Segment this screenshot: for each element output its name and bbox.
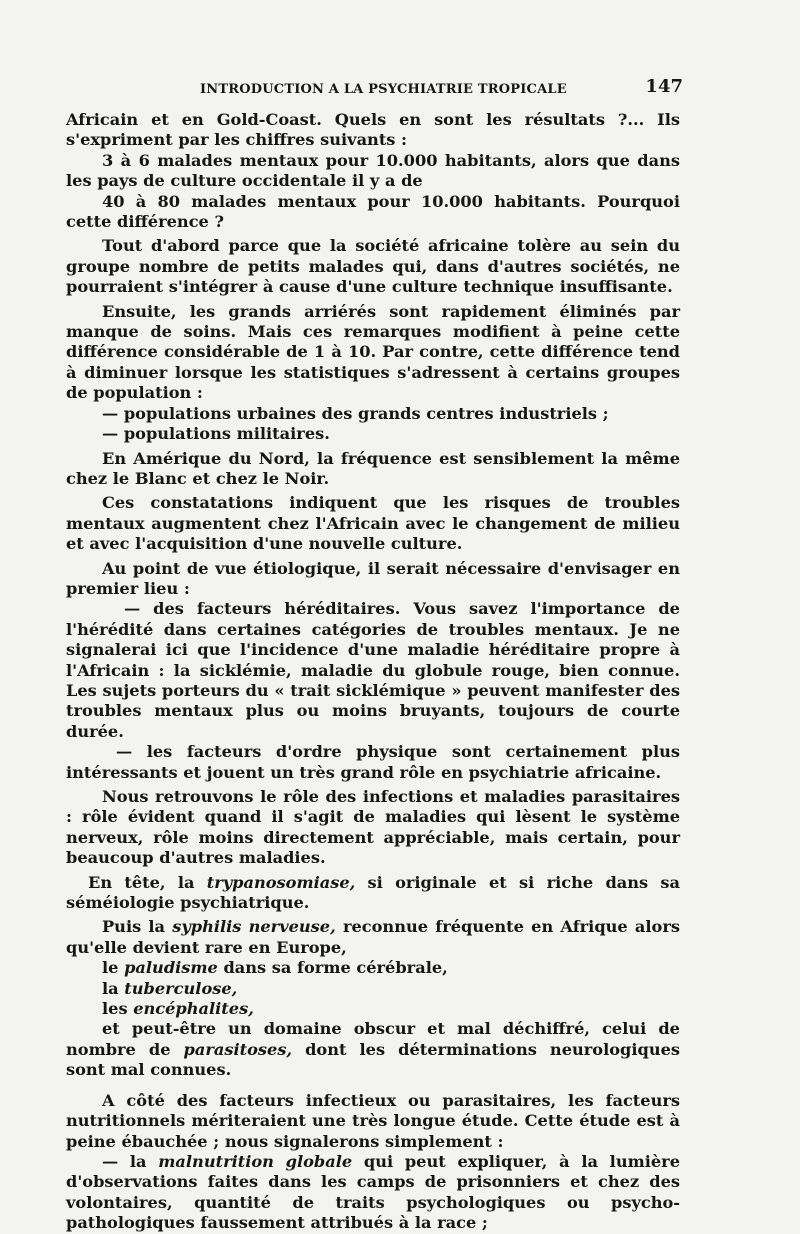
italic-term: paludisme — [124, 958, 218, 978]
page-header — [66, 76, 683, 102]
paragraph: Nous retrouvons le rôle des infections et maladies parasitaires : rôle évident quand il s'agit de maladies qui lèsent le système nerveux, rôle moins directement appréciable, mais certain, pour beaucoup d'autres maladies. — [66, 787, 680, 868]
italic-term: tuberculose, — [124, 978, 238, 998]
text-run: — la — [102, 1151, 159, 1171]
paragraph: Ces constatations indiquent que les risques de troubles mentaux augmentent chez l'Africain avec le changement de milieu et avec l'acquisition d'une nouvelle culture. — [66, 493, 680, 554]
text-run: Puis la — [102, 917, 173, 937]
italic-term: trypanosomiase, — [206, 872, 356, 892]
paragraph: 3 à 6 malades mentaux pour 10.000 habitants, alors que dans les pays de culture occidentale il y a de — [66, 150, 680, 191]
list-item — [66, 979, 680, 999]
paragraph: Africain et en Gold-Coast. Quels en sont les résultats ?... Ils s'expriment par les chiffres suivants : — [66, 110, 680, 150]
paragraph: Tout d'abord parce que la société africaine tolère au sein du groupe nombre de petits malades qui, dans d'autres sociétés, ne pourraient s'intégrer à cause d'une culture technique insuffisante. — [66, 236, 680, 297]
paragraph — [66, 917, 680, 958]
paragraph: — des facteurs héréditaires. Vous savez l'importance de l'hérédité dans certaines catégories de troubles mentaux. Je ne signalerai ici que l'incidence d'une maladie héréditaire propre à l'Africain : la sicklémie, maladie du globule rouge, bien connue. Les sujets porteurs du « trait sicklémique » peuvent manifester des troubles mentaux plus ou moins bruyants, toujours de courte durée. — [66, 599, 680, 741]
list-item: — populations urbaines des grands centres industriels ; — [102, 403, 609, 423]
body-text — [66, 110, 680, 1234]
paragraph: 40 à 80 malades mentaux pour 10.000 habitants. Pourquoi cette différence ? — [66, 191, 680, 232]
text-run: dans sa forme cérébrale, — [217, 958, 448, 978]
text-run: reconnue fréquente en Afrique alors qu'elle devient rare en Europe, — [66, 917, 680, 957]
paragraph — [66, 1152, 680, 1234]
paragraph: Ensuite, les grands arriérés sont rapidement éliminés par manque de soins. Mais ces remarques modifient à peine cette différence considérable de 1 à 10. Par contre, cette différence tend à diminuer lorsque les statistiques s'adressent à certains groupes de population : — [66, 301, 680, 403]
italic-term: malnutrition globale — [158, 1151, 353, 1171]
list-item — [66, 958, 680, 978]
text-run: qui peut expliquer, à la lumière d'observations faites dans les camps de prisonniers et chez des volontaires, quantité de traits psychologiques ou psycho-pathologiques faussement attribués à la race ; — [66, 1151, 681, 1233]
text-run: le — [102, 958, 125, 978]
paragraph — [66, 873, 680, 914]
running-title: INTRODUCTION A LA PSYCHIATRIE TROPICALE — [200, 82, 567, 97]
text-run: la — [102, 978, 125, 998]
italic-term: syphilis nerveuse, — [172, 917, 336, 937]
paragraph — [66, 1019, 680, 1080]
italic-term: encéphalites, — [133, 999, 254, 1019]
text-run: dont les déterminations neurologiques sont mal connues. — [66, 1039, 680, 1080]
text-run: et peut-être un domaine obscur et mal déchiffré, celui de nombre de — [66, 1019, 680, 1059]
list-item — [66, 999, 680, 1019]
page-number: 147 — [645, 76, 683, 97]
text-run: En tête, la — [88, 872, 207, 892]
list-item: — populations militaires. — [102, 424, 330, 444]
text-run: les — [102, 999, 134, 1019]
paragraph: En Amérique du Nord, la fréquence est sensiblement la même chez le Blanc et chez le Noir. — [66, 448, 680, 488]
paragraph: — les facteurs d'ordre physique sont certainement plus intéressants et jouent un très grand rôle en psychiatrie africaine. — [66, 742, 680, 782]
paragraph: A côté des facteurs infectieux ou parasitaires, les facteurs nutritionnels mériteraient une très longue étude. Cette étude est à peine ébauchée ; nous signalerons simplement : — [66, 1090, 680, 1151]
paragraph: Au point de vue étiologique, il serait nécessaire d'envisager en premier lieu : — [66, 558, 680, 598]
text-run: si originale et si riche dans sa séméiologie psychiatrique. — [66, 872, 681, 913]
italic-term: parasitoses, — [183, 1039, 293, 1059]
